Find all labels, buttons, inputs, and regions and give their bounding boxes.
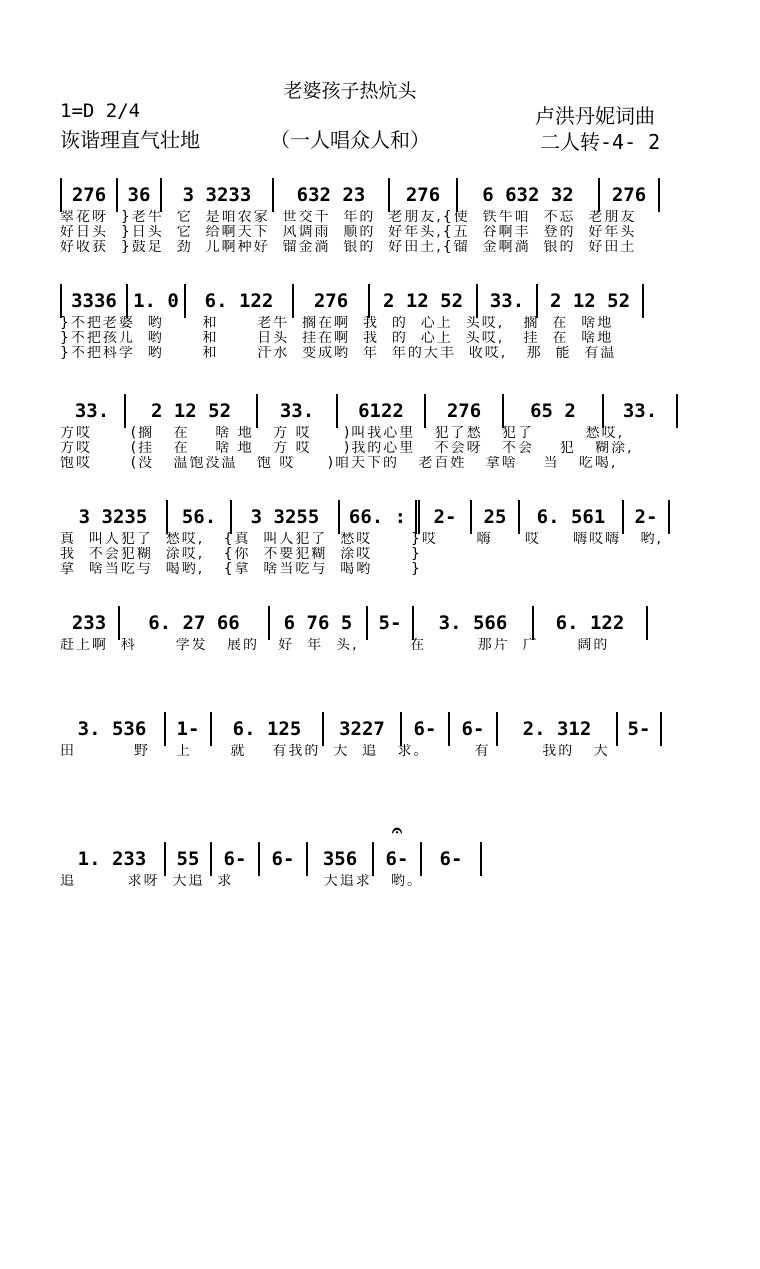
measure: 276 [294,284,370,318]
measure: 2- [420,500,472,534]
notation-line [60,714,680,744]
notation-line [60,180,680,210]
notation-line [60,502,680,532]
measure: 6. 125 [212,712,324,746]
measure: 6 76 5 [270,606,368,640]
measure: 3336 [60,284,128,318]
measure-notes: 6- [385,848,409,870]
measure: 65 2 [504,394,604,428]
measure: 3 3235 [60,500,168,534]
notation-line [60,286,680,316]
lyric-line-1: 翠花呀 }老牛 它 是咱农家 世交千 年的 老朋友,{使 铁牛咱 不忘 老朋友 [60,210,637,225]
staff-5 [60,608,680,653]
lyric-line-3: 拿 啥当吃与 喝哟, {拿 啥当吃与 喝哟 } [60,562,422,577]
lyric-line-1: 田 野 上 就 有我的 大 追 求。 有 我的 大 [60,744,610,759]
lyric-line-1: 方哎 (搁 在 啥 地 方 哎 )叫我心里 犯了愁 犯了 愁哎, [60,426,625,441]
measure: 33. [478,284,538,318]
measure: 6- [212,842,260,876]
key-signature: 1=D 2/4 [60,100,141,122]
measure: 6- [260,842,308,876]
lyric-line-2: 好日头 }日头 它 给啊天下 风调雨 顺的 好年头,{五 谷啊丰 登的 好年头 [60,225,637,240]
lyric-line-3: 饱哎 (没 温饱没温 饱 哎 )咱天下的 老百姓 拿啥 当 吃喝, [60,456,618,471]
lyric-line-1: 追 求呀 大追 求 大追求 哟。 [60,874,424,889]
staff-4 [60,502,680,577]
lyric-line-1: 赶上啊 科 学发 展的 好 年 头, 在 那片 广 阔的 [60,638,610,653]
notation-line [60,396,680,426]
fermata-measure [374,820,422,876]
song-title: 老婆孩子热炕头 [283,80,417,102]
measure: 3 3255 [232,500,340,534]
measure: 6- [450,712,498,746]
lyric-line-3: 好收获 }鼓足 劲 儿啊种好 镏金淌 银的 好田土,{镏 金啊淌 银的 好田土 [60,240,637,255]
staff-6 [60,714,680,759]
measure: 56. [168,500,232,534]
lyric-line-2: 我 不会犯糊 涂哎, {你 不要犯糊 涂哎 } [60,547,422,562]
measure: 3227 [324,712,402,746]
measure: 6. 27 66 [120,606,270,640]
measure: 6122 [338,394,426,428]
measure: 1- [166,712,212,746]
measure: 2- [624,500,670,534]
measure: 1. 0 [128,284,186,318]
lyric-line-2: 方哎 (挂 在 啥 地 方 哎 )我的心里 不会呀 不会 犯 糊涂, [60,441,634,456]
measure: 6 632 32 [458,178,600,212]
notation-line [60,608,680,638]
measure: 2 12 52 [370,284,478,318]
measure: 276 [600,178,660,212]
lyric-line-3: }不把科学 哟 和 汗水 变成哟 年 年的大丰 收哎, 那 能 有温 [60,346,617,361]
staff-3 [60,396,680,471]
performance-style: 诙谐理直气壮地 [60,128,200,152]
measure: 36 [118,178,162,212]
lyric-line-2: }不把孩儿 哟 和 日头 挂在啊 我 的 心上 头哎, 挂 在 啥地 [60,331,614,346]
final-measure: 6- [422,842,482,876]
measure: 33. [604,394,678,428]
measure: 33. [258,394,338,428]
measure: 25 [472,500,520,534]
measure: 3. 536 [60,712,166,746]
measure: 2. 312 [498,712,618,746]
performance-note: （一人唱众人和） [270,128,430,152]
measure: 276 [390,178,458,212]
measure: 6. 122 [534,606,648,640]
measure: 5- [368,606,414,640]
measure: 6- [402,712,450,746]
composer-credit: 卢洪丹妮词曲 [535,104,655,128]
lyric-line-1: 真 叫人犯了 愁哎, {真 叫人犯了 愁哎 }哎 嗨 哎 嗨哎嗨 哟, [60,532,663,547]
song-form: 二人转-4- 2 [540,130,661,154]
measure: 5- [618,712,662,746]
measure: 6. 561 [520,500,624,534]
staff-1 [60,180,680,255]
measure: 2 12 52 [126,394,258,428]
measure: 1. 233 [60,842,166,876]
fermata-icon: 𝄐 [391,820,402,841]
notation-line [60,820,680,874]
measure: 6. 122 [186,284,294,318]
measure: 33. [60,394,126,428]
lyric-line-1: }不把老婆 哟 和 老牛 搁在啊 我 的 心上 头哎, 搁 在 啥地 [60,316,614,331]
measure: 3 3233 [162,178,274,212]
measure: 276 [60,178,118,212]
measure: 3. 566 [414,606,534,640]
measure: 356 [308,842,374,876]
measure: 632 23 [274,178,390,212]
measure: 276 [426,394,504,428]
measure: 233 [60,606,120,640]
staff-7 [60,820,680,889]
staff-2 [60,286,680,361]
repeat-measure: 66. : [340,500,420,534]
measure: 2 12 52 [538,284,644,318]
measure: 55 [166,842,212,876]
